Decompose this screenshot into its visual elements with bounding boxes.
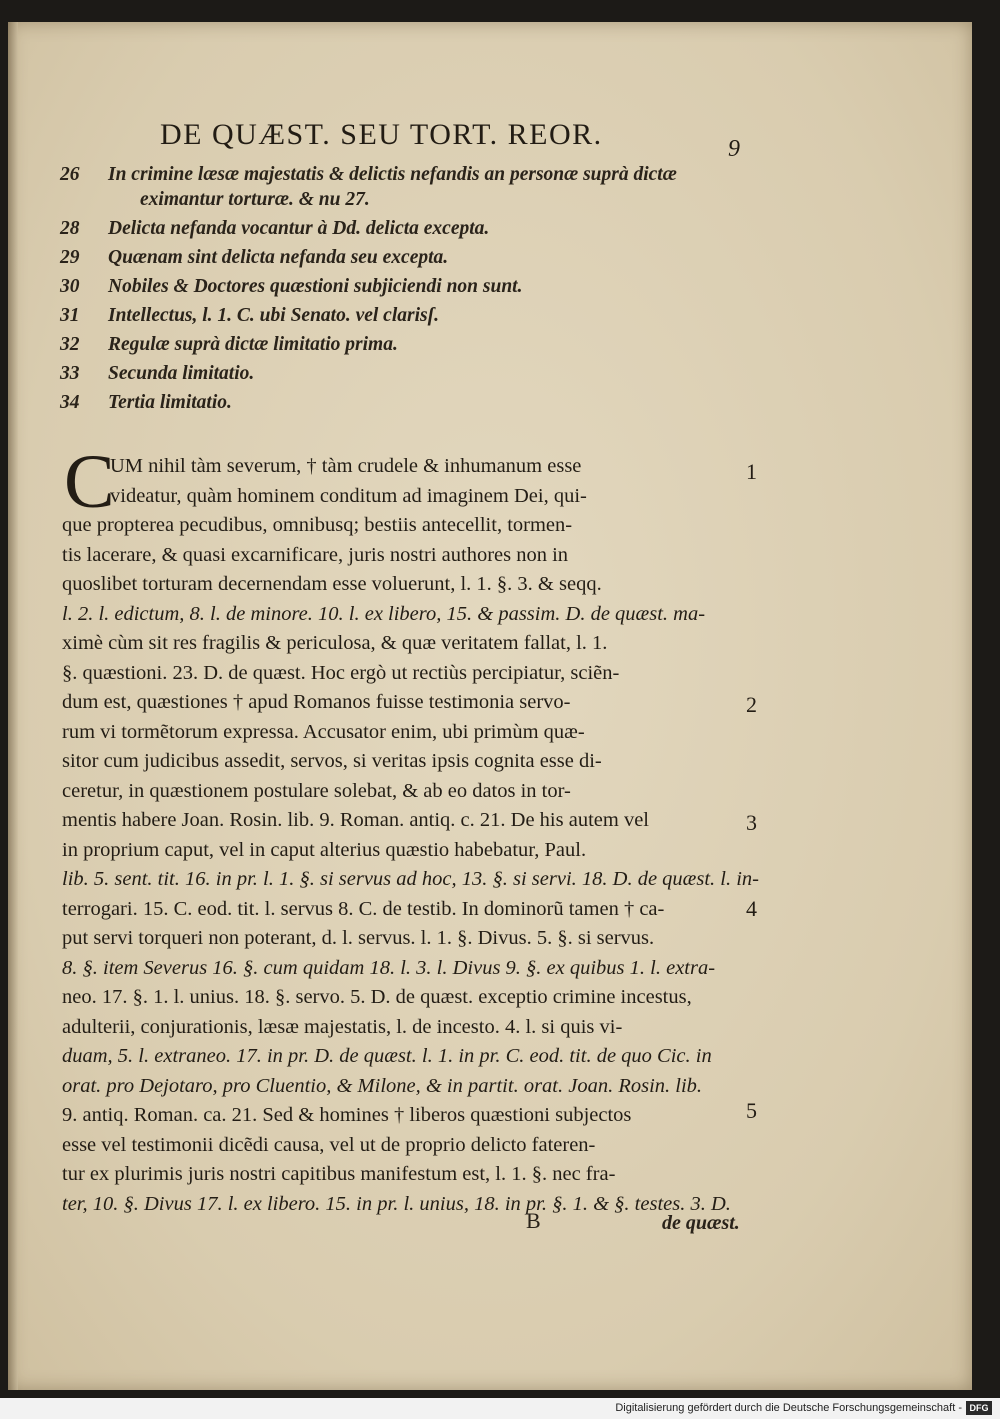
text-line: sitor cum judicibus assedit, servos, si veritas ipsis cognita esse di- bbox=[62, 750, 602, 772]
funding-note: Digitalisierung gefördert durch die Deutsche Forschungsgemeinschaft - bbox=[615, 1402, 962, 1414]
text-line: tur ex plurimis juris nostri capitibus manifestum est, l. 1. §. nec fra- bbox=[62, 1163, 616, 1185]
summary-text: In crimine læsæ majestatis & delictis nefandis an personæ suprà dictæ bbox=[108, 164, 677, 185]
summary-text: Delicta nefanda vocantur à Dd. delicta excepta. bbox=[108, 218, 490, 239]
body-text bbox=[62, 440, 759, 1219]
summary-text: Tertia limitatio. bbox=[108, 392, 232, 413]
text-line: adulterii, conjurationis, læsæ majestatis, l. de incesto. 4. l. si quis vi- bbox=[62, 1015, 623, 1038]
summary-number: 32 bbox=[60, 334, 80, 355]
footer-bar bbox=[0, 1398, 1000, 1419]
catchword: de quæst. bbox=[662, 1212, 740, 1234]
text-line: ceretur, in quæstionem postulare solebat, & ab eo datos in tor- bbox=[62, 779, 571, 802]
text-line: §. quæstioni. 23. D. de quæst. Hoc ergò ut rectiùs percipiatur, sciẽn- bbox=[62, 661, 620, 684]
text-line: neo. 17. §. 1. l. unius. 18. §. servo. 5. D. de quæst. exceptio crimine incestus, bbox=[62, 986, 692, 1008]
text-line: rum vi tormẽtorum expressa. Accusator enim, ubi primùm quæ- bbox=[62, 720, 585, 743]
page-number: 9 bbox=[728, 136, 740, 162]
summary-list bbox=[60, 162, 760, 419]
summary-item bbox=[60, 187, 760, 216]
summary-item bbox=[60, 245, 760, 274]
summary-item bbox=[60, 274, 760, 303]
summary-item bbox=[60, 216, 760, 245]
summary-number: 30 bbox=[60, 276, 80, 297]
text-line: in proprium caput, vel in caput alterius quæstio habebatur, Paul. bbox=[62, 838, 587, 861]
summary-text: Secunda limitatio. bbox=[108, 363, 255, 384]
summary-number: 28 bbox=[60, 218, 80, 239]
text-line: videatur, quàm hominem conditum ad imaginem Dei, qui- bbox=[110, 484, 587, 507]
text-line: que propterea pecudibus, omnibusq; bestiis antecellit, tormen- bbox=[62, 514, 573, 536]
summary-number: 34 bbox=[60, 392, 80, 413]
text-line: put servi torqueri non poterant, d. l. servus. l. 1. §. Divus. 5. §. si servus. bbox=[62, 927, 655, 949]
text-line: ximè cùm sit res fragilis & periculosa, & quæ veritatem fallat, l. 1. bbox=[62, 632, 608, 654]
page-edge bbox=[8, 22, 18, 1390]
summary-text: Quænam sint delicta nefanda seu excepta. bbox=[108, 247, 449, 268]
summary-item bbox=[60, 303, 760, 332]
summary-item bbox=[60, 332, 760, 361]
dfg-logo-icon: DFG bbox=[966, 1401, 992, 1415]
text-line: UM nihil tàm severum, † tàm crudele & inhumanum esse bbox=[110, 455, 582, 477]
signature-mark: B bbox=[526, 1208, 541, 1233]
text-line: l. 2. l. edictum, 8. l. de minore. 10. l. ex libero, 15. & passim. D. de quæst. ma- bbox=[62, 602, 706, 625]
text-line: mentis habere Joan. Rosin. lib. 9. Roman. antiq. c. 21. De his autem vel bbox=[62, 809, 649, 831]
text-line: 9. antiq. Roman. ca. 21. Sed & homines † liberos quæstioni subjectos bbox=[62, 1104, 632, 1126]
text-line: dum est, quæstiones † apud Romanos fuisse testimonia servo- bbox=[62, 691, 571, 713]
margin-number: 5 bbox=[746, 1098, 757, 1123]
drop-cap: C bbox=[64, 440, 115, 524]
margin-number: 3 bbox=[746, 810, 757, 835]
text-line: 8. §. item Severus 16. §. cum quidam 18. l. 3. l. Divus 9. §. ex quibus 1. l. extra- bbox=[62, 956, 716, 979]
text-line: lib. 5. sent. tit. 16. in pr. l. 1. §. si servus ad hoc, 13. §. si servi. 18. D. de quæst. l. in- bbox=[62, 868, 759, 890]
text-line: orat. pro Dejotaro, pro Cluentio, & Milone, & in partit. orat. Joan. Rosin. lib. bbox=[62, 1074, 703, 1097]
summary-item bbox=[60, 390, 760, 419]
summary-text: eximantur torturæ. & nu 27. bbox=[140, 189, 370, 210]
running-head: DE QUÆST. SEU TORT. REOR. bbox=[160, 118, 603, 151]
margin-number: 4 bbox=[746, 896, 757, 921]
text-line: quoslibet torturam decernendam esse voluerunt, l. 1. §. 3. & seqq. bbox=[62, 573, 602, 595]
margin-number: 2 bbox=[746, 692, 757, 717]
summary-number: 26 bbox=[60, 164, 80, 185]
summary-number: 31 bbox=[60, 305, 80, 326]
margin-number: 1 bbox=[746, 459, 757, 484]
text-line: ter, 10. §. Divus 17. l. ex libero. 15. in pr. l. unius, 18. in pr. §. 1. & §. testes. 3. D. bbox=[62, 1192, 731, 1215]
summary-text: Intellectus, l. 1. C. ubi Senato. vel clarisſ. bbox=[108, 305, 439, 326]
summary-text: Regulæ suprà dictæ limitatio prima. bbox=[108, 334, 398, 355]
text-line: duam, 5. l. extraneo. 17. in pr. D. de quæst. l. 1. in pr. C. eod. tit. de quo Cic. in bbox=[62, 1045, 712, 1067]
summary-number: 29 bbox=[60, 247, 80, 268]
summary-number: 33 bbox=[60, 363, 80, 384]
text-line: esse vel testimonii dicẽdi causa, vel ut de proprio delicto fateren- bbox=[62, 1133, 596, 1156]
text-line: tis lacerare, & quasi excarnificare, juris nostri authores non in bbox=[62, 543, 569, 566]
summary-item bbox=[60, 361, 760, 390]
text-line: terrogari. 15. C. eod. tit. l. servus 8. C. de testib. In dominorũ tamen † ca- bbox=[62, 897, 665, 920]
summary-text: Nobiles & Doctores quæstioni subjiciendi non sunt. bbox=[108, 276, 523, 297]
